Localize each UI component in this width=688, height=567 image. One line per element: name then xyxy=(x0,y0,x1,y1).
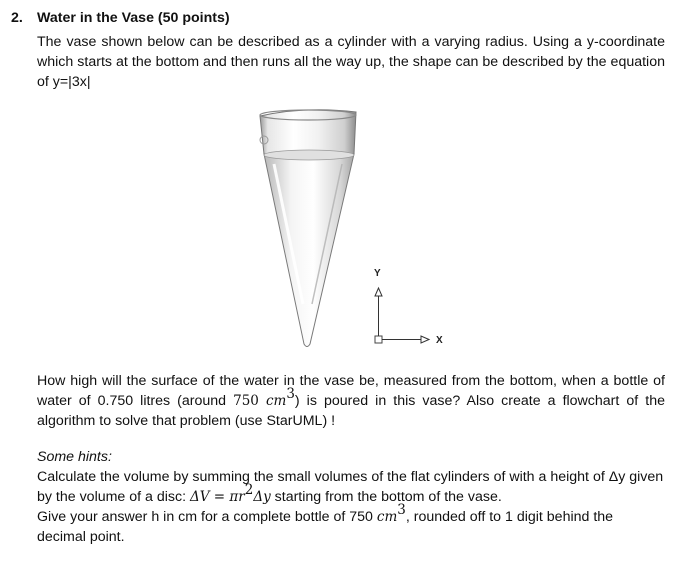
hint-line-2 xyxy=(37,502,665,547)
hint-text-2-end: , rounded off to 1 digit behind the decimal point. xyxy=(37,509,614,545)
y-axis-label: Y xyxy=(374,268,381,279)
formula-exponent: 2 xyxy=(244,482,254,499)
y-axis-arrow-icon xyxy=(375,288,382,296)
x-axis-arrow-icon xyxy=(421,336,429,343)
hint-volume-exponent: 3 xyxy=(397,502,406,519)
hint-line-1 xyxy=(37,467,665,507)
intro-paragraph: The vase shown below can be described as a cylinder with a varying radius. Using a y-coordinate which starts at the bottom and then runs all the way up, the shape can be described by the equation of y=|3x| xyxy=(37,34,665,90)
hints-section xyxy=(37,447,665,547)
question-text-part2: ) is poured in this vase? Also create a flowchart of the algorithm to solve that problem (use StarUML) ! xyxy=(37,393,665,429)
volume-unit: cm xyxy=(265,393,287,409)
question-text-part1: How high will the surface of the water in the vase be, measured from the bottom, when a bottle of water of 0.750 litres (around xyxy=(37,373,665,409)
vase-figure xyxy=(250,104,460,354)
axis-origin xyxy=(375,336,382,343)
formula-equals: = xyxy=(209,489,230,505)
formula-delta-v: ΔV xyxy=(190,489,210,505)
volume-exponent: 3 xyxy=(286,386,295,403)
question-title: Water in the Vase (50 points) xyxy=(37,10,230,26)
vase-illustration xyxy=(250,104,460,354)
hint-text-1-end: starting from the bottom of the vase. xyxy=(270,489,502,505)
axes-diagram xyxy=(374,268,443,346)
hints-title: Some hints: xyxy=(37,449,112,465)
formula-pi-r: πr xyxy=(229,489,245,505)
volume-number: 750 xyxy=(233,393,259,409)
question-number: 2. xyxy=(11,10,23,26)
question-paragraph xyxy=(37,371,665,431)
x-axis-label: X xyxy=(436,335,443,346)
formula-delta-y: Δy xyxy=(253,489,271,505)
question-heading xyxy=(11,8,230,28)
hint-volume-unit: cm xyxy=(376,509,398,525)
hint-text-1: Calculate the volume by summing the small volumes of the flat cylinders of with a height of Δy given by the volume of a disc: xyxy=(37,469,664,505)
water-surface xyxy=(264,150,354,160)
hint-text-2: Give your answer h in cm for a complete bottle of 750 xyxy=(37,509,377,525)
